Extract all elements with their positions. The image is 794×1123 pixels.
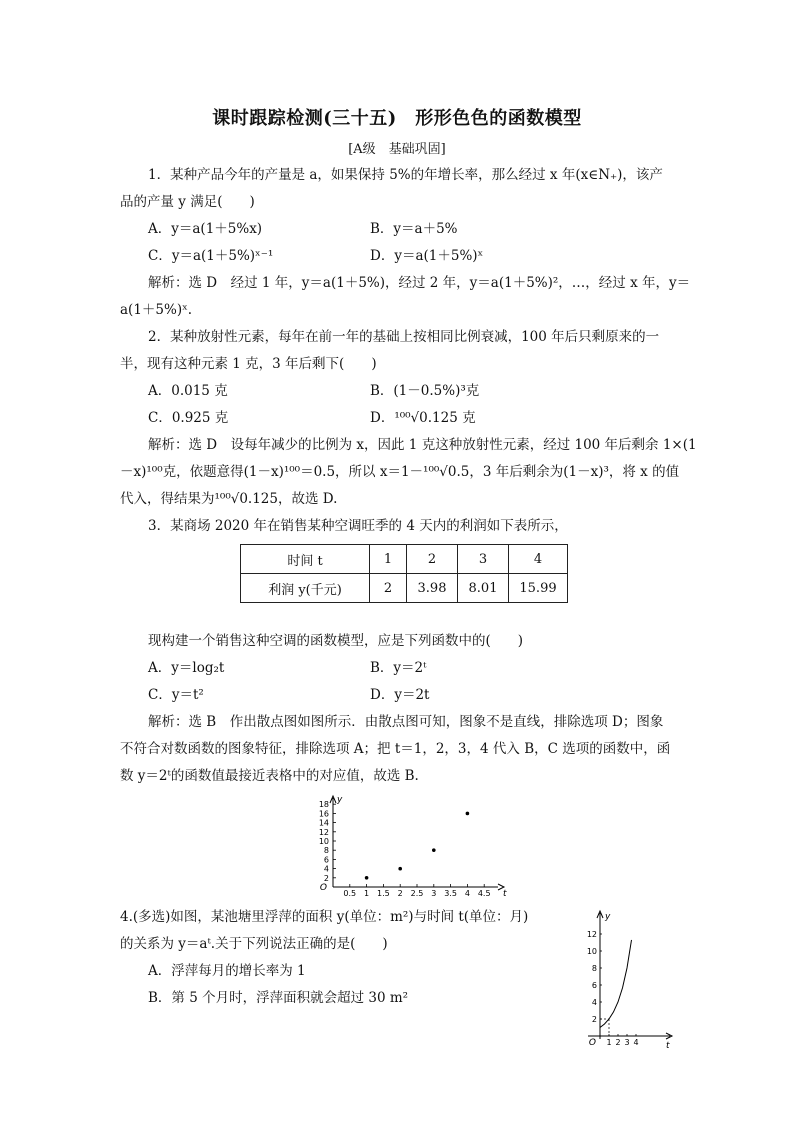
q3-solution-line2: 不符合对数函数的图象特征，排除选项 A；把 t＝1，2，3，4 代入 B，C 选项的函数中，函 xyxy=(120,741,671,757)
profit-table xyxy=(240,544,568,603)
y-tick-label: 10 xyxy=(586,947,597,956)
q1-option-d: D．y＝a(1＋5%)ˣ xyxy=(370,248,484,264)
x-tick-label: 4 xyxy=(633,1038,639,1047)
growth-curve xyxy=(600,940,632,1028)
x-tick-label: 1.5 xyxy=(377,889,390,896)
scatter-point xyxy=(365,876,369,880)
y-axis-label: y xyxy=(337,795,343,805)
y-tick-label: 8 xyxy=(323,846,329,856)
scatter-plot xyxy=(308,790,508,896)
q3-stem-line2: 现构建一个销售这种空调的函数模型，应是下列函数中的( ) xyxy=(148,633,524,649)
q1-solution-line2: a(1＋5%)ˣ. xyxy=(120,302,193,318)
y-tick-label: 4 xyxy=(323,864,329,874)
page-title: 课时跟踪检测(三十五) 形形色色的函数模型 xyxy=(212,108,582,129)
y-tick-label: 2 xyxy=(323,873,329,883)
q1-solution-line1: 解析：选 D 经过 1 年，y＝a(1＋5%)，经过 2 年，y＝a(1＋5%)²，…，经过 x 年，y＝ xyxy=(148,275,691,291)
y-tick-label: 18 xyxy=(318,800,329,810)
q2-option-c: C．0.925 克 xyxy=(148,410,229,426)
q1-stem-line1: 1．某种产品今年的产量是 a，如果保持 5%的年增长率，那么经过 x 年(x∈N₊)，该产 xyxy=(148,167,663,183)
scatter-point xyxy=(398,867,402,871)
q4-option-a: A．浮萍每月的增长率为 1 xyxy=(148,963,306,979)
x-tick-label: 1 xyxy=(606,1038,612,1047)
x-tick-label: 2.5 xyxy=(410,889,424,896)
table-cell: 2 xyxy=(407,545,458,574)
q2-option-d: D．¹⁰⁰√0.125 克 xyxy=(370,410,476,426)
q2-option-b: B．(1－0.5%)³克 xyxy=(370,383,480,399)
q3-option-a: A．y＝log₂t xyxy=(148,660,225,676)
y-tick-label: 12 xyxy=(586,930,597,939)
q3-option-c: C．y＝t² xyxy=(148,687,204,703)
q1-option-b: B．y＝a＋5% xyxy=(370,221,458,237)
y-tick-label: 16 xyxy=(318,809,329,819)
table-cell: 4 xyxy=(509,545,568,574)
x-tick-label: 0.5 xyxy=(343,889,357,896)
y-tick-label: 4 xyxy=(591,998,597,1007)
y-tick-label: 6 xyxy=(323,855,329,865)
exponential-growth-graph xyxy=(586,905,682,1050)
q2-solution-line3: 代入，得结果为¹⁰⁰√0.125，故选 D. xyxy=(120,491,338,507)
scatter-point xyxy=(432,848,436,852)
x-tick-label: 2 xyxy=(397,889,403,896)
q3-option-d: D．y＝2t xyxy=(370,687,430,703)
q4-stem-line1: 4.(多选)如图，某池塘里浮萍的面积 y(单位：m²)与时间 t(单位：月) xyxy=(120,909,529,925)
q3-stem-line1: 3．某商场 2020 年在销售某种空调旺季的 4 天内的利润如下表所示， xyxy=(148,518,568,534)
x-tick-label: 4.5 xyxy=(477,889,491,896)
x-axis-label: t xyxy=(666,1041,670,1050)
q1-option-a: A．y＝a(1＋5%x) xyxy=(148,221,263,237)
y-tick-label: 14 xyxy=(318,818,329,828)
q3-option-b: B．y＝2ᵗ xyxy=(370,660,427,676)
q1-option-c: C．y＝a(1＋5%)ˣ⁻¹ xyxy=(148,248,274,264)
scatter-point xyxy=(466,812,470,816)
q2-solution-line2: －x)¹⁰⁰克，依题意得(1－x)¹⁰⁰＝0.5，所以 x＝1－¹⁰⁰√0.5，3 年后剩余为(1－x)³，将 x 的值 xyxy=(120,464,680,480)
table-cell: 15.99 xyxy=(509,574,568,603)
x-axis-label: t xyxy=(503,889,507,896)
x-tick-label: 2 xyxy=(615,1038,621,1047)
section-label: [A级 基础巩固] xyxy=(348,142,446,157)
x-tick-label: 1 xyxy=(364,889,370,896)
y-tick-label: 8 xyxy=(591,964,597,973)
x-tick-label: 3.5 xyxy=(444,889,457,896)
table-cell: 利润 y(千元) xyxy=(241,574,370,603)
origin-label: O xyxy=(588,1038,596,1048)
q3-solution-line1: 解析：选 B 作出散点图如图所示．由散点图可知，图象不是直线，排除选项 D；图象 xyxy=(148,714,664,730)
table-cell: 8.01 xyxy=(458,574,509,603)
x-tick-label: 3 xyxy=(624,1038,630,1047)
q4-stem-line2: 的关系为 y＝aᵗ.关于下列说法正确的是( ) xyxy=(120,936,388,952)
table-cell: 3 xyxy=(458,545,509,574)
table-cell: 2 xyxy=(370,574,407,603)
q2-solution-line1: 解析：选 D 设每年减少的比例为 x，因此 1 克这种放射性元素，经过 100 年后剩余 1×(1 xyxy=(148,437,697,453)
table-cell: 1 xyxy=(370,545,407,574)
q2-stem-line2: 半，现有这种元素 1 克，3 年后剩下( ) xyxy=(120,356,377,372)
y-tick-label: 12 xyxy=(318,827,329,837)
table-row xyxy=(241,574,568,603)
y-tick-label: 6 xyxy=(591,981,597,990)
q3-solution-line3: 数 y＝2ᵗ的函数值最接近表格中的对应值，故选 B. xyxy=(120,768,419,784)
y-tick-label: 10 xyxy=(318,837,329,846)
q2-stem-line1: 2．某种放射性元素，每年在前一年的基础上按相同比例衰减，100 年后只剩原来的一 xyxy=(148,329,660,345)
table-row xyxy=(241,545,568,574)
y-tick-label: 2 xyxy=(591,1015,597,1024)
y-axis-label: y xyxy=(605,912,611,922)
x-tick-label: 3 xyxy=(431,889,437,896)
q4-option-b: B．第 5 个月时，浮萍面积就会超过 30 m² xyxy=(148,990,409,1006)
origin-label: O xyxy=(319,883,327,893)
q2-option-a: A．0.015 克 xyxy=(148,383,228,399)
x-tick-label: 4 xyxy=(464,889,470,896)
table-cell: 3.98 xyxy=(407,574,458,603)
table-cell: 时间 t xyxy=(241,545,370,574)
q1-stem-line2: 品的产量 y 满足( ) xyxy=(120,194,255,210)
